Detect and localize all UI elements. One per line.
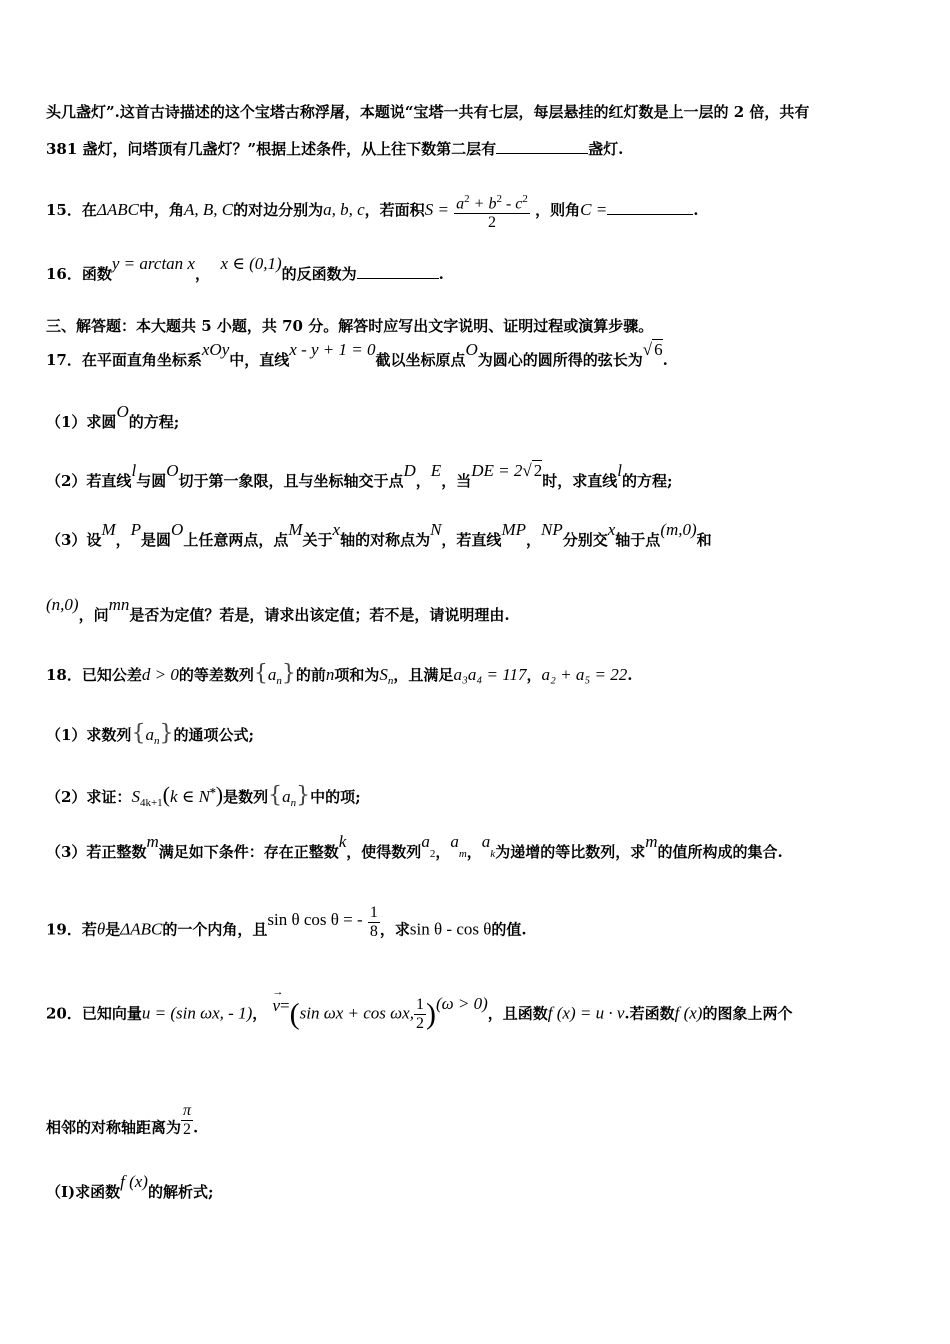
q16-text: 的反函数为: [281, 265, 357, 283]
q15-area-symbol: S =: [424, 200, 449, 220]
q18-p1-text: （1）求数列: [46, 726, 132, 744]
q17-p2-text: （2）若直线: [46, 472, 132, 490]
q17-text: 在平面直角坐标系: [81, 351, 202, 369]
q20-text: 的图象上两个: [702, 1004, 793, 1023]
q17-origin: O: [465, 340, 478, 359]
q18-p3-k: k: [338, 832, 347, 851]
q17-text: 为圆心的圆所得的弦长为: [477, 351, 643, 369]
q20-text: 相邻的对称轴距离为: [46, 1118, 182, 1137]
q17-p3-mn: mn: [108, 595, 130, 614]
q17-p3-P: P: [130, 520, 142, 539]
q17-p2-O: O: [166, 461, 179, 480]
q20-part-1: [46, 1172, 214, 1202]
q20-half-den: 2: [415, 1015, 424, 1032]
q18-p2-sub: 4k+1: [139, 797, 163, 809]
q18-S: S: [379, 665, 388, 684]
q18: [46, 661, 633, 687]
q20-vector-v: [272, 985, 284, 1016]
q19-number: 19．: [46, 920, 82, 939]
q17-p3-text: 轴于点: [615, 531, 661, 549]
q15-text: 在: [81, 201, 97, 220]
q18-p3-text: （3）若正整数: [46, 843, 147, 861]
q18-part-2: （2）求证：$S_{4k+1}(k$ ∈ N*)是数列$\{a_n\}$中的项;: [46, 782, 361, 809]
section-3-text: 三、解答题：本大题共 5 小题，共 70 分。解答时应写出文字说明、证明过程或演算步骤。: [46, 317, 654, 335]
q20-f-def: f (x) = u · v: [547, 1003, 625, 1023]
q15-sq: 2: [522, 193, 528, 205]
q18-brace-right: }: [159, 721, 174, 746]
q17-p3-x: x: [607, 520, 616, 539]
q20-text: ，: [252, 1004, 268, 1023]
q15-answer-blank[interactable]: [607, 200, 693, 215]
q16-number: 16．: [46, 265, 82, 283]
q18-p3-m: m: [146, 832, 159, 851]
q15: [46, 190, 698, 232]
q17-p3-text: 和: [696, 531, 712, 549]
q15-text: 中，角: [138, 201, 184, 220]
q17-part-3: [46, 520, 712, 550]
q17-end: .: [662, 351, 668, 369]
q18-text: 的前: [295, 666, 326, 684]
q20-f: f (x): [674, 1003, 703, 1023]
q18-text: ，且满足: [393, 666, 454, 684]
q15-angle-c: C =: [580, 200, 608, 220]
q17-p1-O: O: [116, 402, 129, 421]
q18-p3-text: ，: [435, 843, 451, 861]
q18-condition-2: a₂ + a₅ = 22: [541, 665, 628, 684]
q17-p2-D: D: [403, 461, 416, 480]
q17-p1-text: 的方程;: [128, 413, 180, 431]
q15-end: .: [693, 201, 699, 220]
q17-p3-M: M: [288, 520, 303, 539]
q16: [46, 254, 444, 284]
q18-p3-a: a: [481, 832, 491, 851]
q18-a: a: [145, 725, 154, 744]
q19-triangle: ΔABC: [120, 919, 163, 939]
q18-a: a: [282, 787, 291, 806]
q14-text-2: 381 盏灯，问塔顶有几盏灯？”根据上述条件，从上往下数第二层有: [46, 140, 497, 158]
q18-p3-text: ，: [466, 843, 482, 861]
q18-text: 已知公差: [81, 666, 142, 684]
q18-p2-text: 是数列: [223, 788, 269, 806]
q17-p3-MP: MP: [501, 520, 526, 539]
q20-half: [414, 996, 426, 1033]
q16-function: y = arctan x: [111, 254, 195, 273]
q20-omega-cond: (ω > 0): [435, 993, 488, 1013]
q18-p2-text: 中的项;: [310, 788, 361, 806]
q14-text-1: 头几盏灯”.这首古诗描述的这个宝塔古称浮屠，本题说“宝塔一共有七层，每层悬挂的红灯数是上一层的 2 倍，共有: [46, 103, 810, 121]
q18-brace-right: }: [296, 783, 311, 808]
q16-comma: ，: [194, 265, 210, 283]
q17-p3-x: x: [332, 520, 341, 539]
q15-number: 15．: [46, 201, 82, 220]
q17-sqrt-value: 6: [654, 340, 663, 359]
q19-text: 的一个内角，且: [162, 920, 268, 939]
q19-text: 是: [105, 920, 121, 939]
q19-expression: sin θ - cos θ: [409, 919, 492, 939]
q17-p3-NP: NP: [541, 520, 563, 539]
q18-brace-left: {: [268, 783, 283, 808]
q17-number: 17．: [46, 351, 82, 369]
q17-p2-text: 与圆: [136, 472, 167, 490]
q17-p3-point-n: (n,0): [46, 595, 79, 614]
q17-p2-DE: DE = 2: [471, 461, 523, 480]
q19-equation: sin θ cos θ = -: [267, 909, 363, 929]
q20-pi: π: [183, 1102, 192, 1119]
q18-p3-text: ，使得数列: [346, 843, 422, 861]
q17-p2-sqrt-value: 2: [533, 461, 543, 480]
q20-vector-u: u = (sin ωx, - 1): [141, 1003, 253, 1023]
q17-part-2: [46, 461, 673, 491]
q14-line-1: [46, 102, 809, 122]
q20-number: 20．: [46, 1004, 82, 1023]
q16-domain: x ∈ (0,1): [220, 254, 282, 273]
q19-text: 若: [81, 920, 97, 939]
q20-text: ，且函数: [487, 1004, 548, 1023]
q18-p2-S: S: [131, 787, 140, 806]
q18-p1-text: 的通项公式;: [173, 726, 254, 744]
q20-line-2: [46, 1102, 199, 1147]
q17-p2-text: ，: [415, 472, 431, 490]
q20-pi-over-2: [181, 1102, 193, 1139]
q20-half-num: 1: [415, 996, 424, 1013]
q16-end: .: [438, 265, 444, 283]
q15-text: ，则角: [535, 201, 581, 220]
q14-line-2: [46, 139, 623, 159]
q18-p3-m: m: [645, 832, 658, 851]
q17-text: 中，直线: [229, 351, 290, 369]
q20-v-components: sin ωx + cos ωx,: [299, 1003, 414, 1023]
q17-p3-text: ，: [115, 531, 131, 549]
q14-answer-blank[interactable]: [496, 139, 588, 154]
q20-end: .: [193, 1118, 199, 1137]
q19-fraction: [368, 904, 380, 941]
q18-p3-text: 满足如下条件：存在正整数: [158, 843, 339, 861]
q18-p3-sub: m: [458, 848, 467, 860]
q17-p2-l: l: [617, 461, 622, 480]
q17-p3-text: 上任意两点，点: [183, 531, 289, 549]
q17-p3-text: 轴的对称点为: [340, 531, 431, 549]
q16-answer-blank[interactable]: [357, 264, 439, 279]
q18-p3-sub: 2: [429, 848, 436, 860]
q15-sides: a, b, c: [323, 200, 365, 220]
q20-two: 2: [183, 1121, 192, 1138]
q17-p2-text: 时，求直线: [542, 472, 618, 490]
q18-p2-k: k ∈ N: [170, 787, 210, 806]
q19: [46, 904, 527, 949]
q15-c: - c: [505, 195, 523, 213]
q17-part-3-cont: [46, 595, 510, 625]
q17-p2-text: 切于第一象限，且与坐标轴交于点: [178, 472, 404, 490]
q18-brace-left: {: [131, 721, 146, 746]
q18-n: n: [387, 675, 394, 687]
q20-eq: =: [280, 995, 290, 1015]
q15-triangle: ΔABC: [96, 200, 139, 220]
q19-numerator: 1: [369, 904, 378, 921]
q18-a: a: [267, 665, 277, 684]
q18-p2-text: （2）求证：: [46, 788, 132, 806]
q14-text-3: 盏灯.: [588, 140, 624, 158]
q20-p1-text: （Ⅰ)求函数: [46, 1183, 121, 1201]
q18-p3-sub: k: [490, 848, 496, 860]
q17-part-1: [46, 402, 180, 432]
section-3-heading: [46, 316, 653, 336]
q17: [46, 340, 668, 370]
q18-p3-text: 为递增的等比数列，求: [495, 843, 646, 861]
q17-p2-sqrt: √ 2: [522, 461, 543, 480]
q18-number: 18．: [46, 666, 82, 684]
q17-xoy: xOy: [201, 340, 230, 359]
q18-text: 项和为: [334, 666, 380, 684]
q18-p3-a: a: [421, 832, 430, 851]
q18-p2-star: *: [209, 786, 216, 799]
q18-part-3: [46, 832, 783, 864]
q17-p2-E: E: [430, 461, 442, 480]
q17-p3-M: M: [101, 520, 116, 539]
q17-p3-text: ，若直线: [441, 531, 502, 549]
q18-n: n: [290, 797, 297, 809]
q18-d: d > 0: [141, 665, 179, 684]
q15-area-fraction: [454, 190, 530, 232]
q17-p3-text: 是否为定值？若是，请求出该定值；若不是，请说明理由.: [129, 606, 510, 624]
q20-p1-text: 的解析式;: [147, 1183, 214, 1201]
q17-p3-O: O: [171, 520, 184, 539]
q18-brace-right: }: [281, 661, 296, 686]
q18-n: n: [325, 665, 335, 684]
q15-text: 的对边分别为: [233, 201, 324, 220]
q19-text: ，求: [379, 920, 410, 939]
q17-text: 截以坐标原点: [375, 351, 466, 369]
q15-text: ，若面积: [364, 201, 425, 220]
q20-text: 已知向量: [81, 1004, 142, 1023]
q18-text: ，: [526, 666, 542, 684]
q18-part-1: [46, 721, 254, 747]
q18-p3-a: a: [450, 832, 459, 851]
q17-sqrt: √ 6: [642, 340, 663, 359]
q17-p1-text: （1）求圆: [46, 413, 117, 431]
q20-text: .若函数: [624, 1004, 675, 1023]
q17-p3-text: ，: [525, 531, 541, 549]
q15-sq: 2: [464, 193, 470, 205]
q17-p3-text: 分别交: [562, 531, 608, 549]
q17-p2-text: 的方程;: [621, 472, 673, 490]
q17-p3-N: N: [430, 520, 442, 539]
q17-p3-point-m: (m,0): [660, 520, 697, 539]
q17-p3-text: （3）设: [46, 531, 102, 549]
q15-b: + b: [473, 195, 497, 213]
q18-condition-1: a₃a₄ = 117: [453, 665, 527, 684]
q17-p2-text: ，当: [441, 472, 472, 490]
q15-a: a: [456, 195, 465, 213]
q16-text: 函数: [81, 265, 112, 283]
q17-p3-text: ，问: [78, 606, 109, 624]
q20-v: v: [272, 995, 281, 1015]
q20-arrow: →: [272, 985, 284, 998]
q18-end: .: [627, 666, 633, 684]
q17-p2-l: l: [131, 461, 137, 480]
q20: 20．已知向量u = (sin ωx, - 1)， → v=(sin ωx + cos ωx, $\frac{1}{2}$ )(ω > 0)，且函数f (x) = u · v.若函数f (x)的图象上两个: [46, 996, 792, 1033]
q17-line-eq: x - y + 1 = 0: [289, 340, 376, 359]
q18-text: 的等差数列: [178, 666, 254, 684]
q18-n: n: [153, 735, 160, 747]
q15-denominator: 2: [488, 214, 497, 232]
q18-p3-text: 的值所构成的集合.: [657, 843, 783, 861]
q19-text: 的值.: [491, 920, 527, 939]
q15-sq: 2: [496, 193, 502, 205]
q18-brace-left: {: [253, 661, 268, 686]
q18-n: n: [276, 675, 282, 687]
q17-p3-text: 关于: [302, 531, 333, 549]
q17-p3-text: 是圆: [141, 531, 172, 549]
q20-p1-f: f (x): [120, 1172, 148, 1191]
q15-angles: A, B, C: [184, 200, 234, 220]
q19-denominator: 8: [369, 923, 378, 940]
q19-theta: θ: [96, 919, 106, 939]
